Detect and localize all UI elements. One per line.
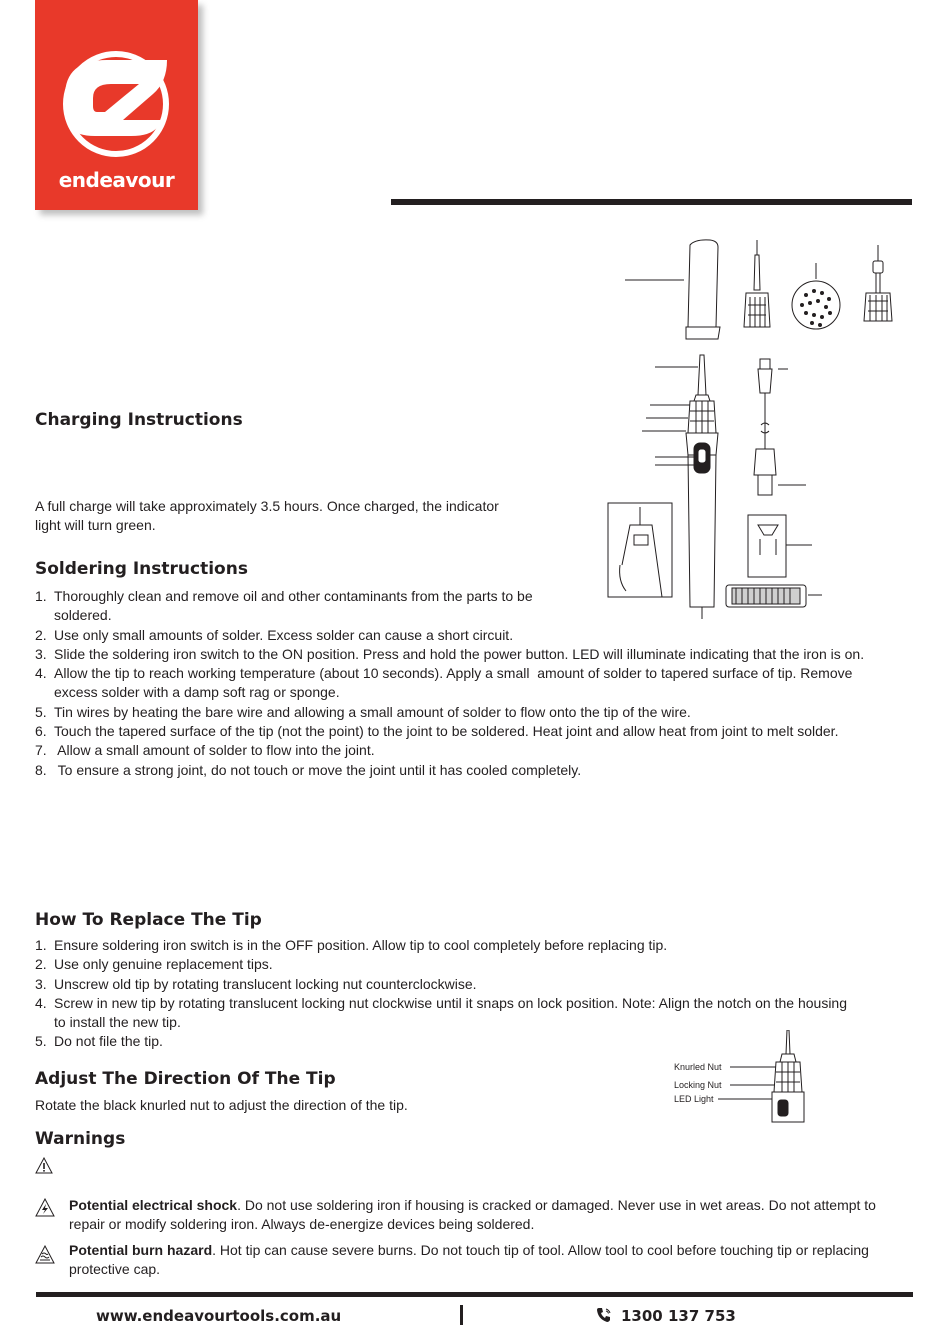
list-item-number: 5. xyxy=(35,1033,47,1050)
warning-title: Potential burn hazard xyxy=(69,1242,213,1258)
replace-tip-heading: How To Replace The Tip xyxy=(35,910,262,930)
list-item-number: 1. xyxy=(35,937,47,953)
list-item-text: Do not file the tip. xyxy=(54,1033,163,1050)
list-item-text: Tin wires by heating the bare wire and allowing a small amount of solder to flow onto the tip of the wire. xyxy=(54,703,691,720)
soldering-heading: Soldering Instructions xyxy=(35,559,248,579)
warnings-heading: Warnings xyxy=(35,1129,126,1149)
list-item xyxy=(35,703,915,722)
warning-title: Potential electrical shock xyxy=(69,1197,238,1213)
charging-text-line: A full charge will take approximately 3.5 hours. Once charged, the indicator xyxy=(35,498,499,514)
list-item xyxy=(35,587,915,626)
list-item-number: 7. xyxy=(35,742,47,759)
product-illustration xyxy=(600,235,920,625)
footer-divider xyxy=(460,1305,463,1325)
list-item-text: soldered. xyxy=(54,607,112,624)
list-item xyxy=(35,626,915,645)
footer-website-link[interactable]: www.endeavourtools.com.au xyxy=(96,1307,342,1325)
list-item-text: Ensure soldering iron switch is in the OFF position. Allow tip to cool completely before replacing tip. xyxy=(54,937,668,953)
list-item-number: 2. xyxy=(35,626,47,643)
list-item xyxy=(35,664,915,703)
phone-icon xyxy=(596,1307,612,1323)
list-item-text: Thoroughly clean and remove oil and other contaminants from the parts to be xyxy=(54,588,533,604)
list-item-text: Unscrew old tip by rotating translucent locking nut counterclockwise. xyxy=(54,975,477,992)
list-item-number: 4. xyxy=(35,994,47,1011)
list-item-text: Allow a small amount of solder to flow into the joint. xyxy=(54,742,375,759)
list-item-number: 1. xyxy=(35,588,47,604)
tip-label-knurled-nut: Knurled Nut xyxy=(674,1062,722,1072)
list-item-number: 8. xyxy=(35,761,47,778)
list-item-number: 5. xyxy=(35,703,47,720)
header-rule xyxy=(391,199,912,205)
tip-diagram xyxy=(670,1030,820,1125)
list-item-number: 4. xyxy=(35,665,47,682)
list-item xyxy=(35,975,915,994)
charging-text xyxy=(35,497,499,535)
list-item xyxy=(35,645,915,664)
list-item-text: Slide the soldering iron switch to the ON position. Press and hold the power button. LED will illuminate indicating that the iron is on. xyxy=(54,645,865,662)
list-item xyxy=(35,722,915,741)
brand-name: endeavour xyxy=(58,168,175,192)
list-item xyxy=(35,741,915,760)
list-item-number: 6. xyxy=(35,723,47,740)
brand-logo xyxy=(35,0,198,210)
footer-phone: 1300 137 753 xyxy=(621,1307,736,1325)
charging-heading: Charging Instructions xyxy=(35,410,243,430)
warning-text: . Do not use soldering iron if housing is cracked or damaged. Never use in wet areas. Do not attempt to xyxy=(237,1197,876,1213)
footer-rule xyxy=(36,1292,913,1297)
list-item-text: To ensure a strong joint, do not touch or move the joint until it has cooled completely. xyxy=(54,761,582,778)
list-item-text: excess solder with a damp soft rag or sponge. xyxy=(54,684,340,701)
endeavour-logo-mark xyxy=(35,0,198,170)
warning-electrical-shock xyxy=(69,1196,919,1234)
list-item-text: Use only genuine replacement tips. xyxy=(54,956,273,973)
list-item-text: to install the new tip. xyxy=(54,1014,181,1031)
tip-label-led-light: LED Light xyxy=(674,1094,714,1104)
warning-text: repair or modify soldering iron. Always de-energize devices being soldered. xyxy=(69,1216,535,1232)
charging-text-line: light will turn green. xyxy=(35,517,156,533)
soldering-list xyxy=(35,587,915,780)
list-item-text: Touch the tapered surface of the tip (not the point) to the joint to be soldered. Heat joint and allow heat from joint to melt solder. xyxy=(54,723,839,740)
list-item-text: Use only small amounts of solder. Excess solder can cause a short circuit. xyxy=(54,626,514,643)
burn-hazard-icon xyxy=(35,1245,55,1264)
list-item-text: Allow the tip to reach working temperature (about 10 seconds). Apply a small amount of solder to tapered surface of tip. Remove xyxy=(54,665,853,682)
list-item xyxy=(35,761,915,780)
warning-text: . Hot tip can cause severe burns. Do not touch tip of tool. Allow tool to cool before touching tip or replacing xyxy=(212,1242,869,1258)
list-item xyxy=(35,936,915,955)
list-item-text: Screw in new tip by rotating translucent locking nut clockwise until it snaps on lock position. Note: Align the notch on the housing xyxy=(54,994,848,1011)
adjust-heading: Adjust The Direction Of The Tip xyxy=(35,1069,336,1089)
adjust-text: Rotate the black knurled nut to adjust the direction of the tip. xyxy=(35,1097,408,1113)
list-item xyxy=(35,994,915,1033)
tip-label-locking-nut: Locking Nut xyxy=(674,1080,722,1090)
list-item-number: 3. xyxy=(35,645,47,662)
electrical-shock-icon xyxy=(35,1198,55,1217)
warning-text: protective cap. xyxy=(69,1261,161,1277)
list-item xyxy=(35,955,915,974)
warning-triangle-icon xyxy=(35,1157,53,1174)
warning-burn-hazard xyxy=(69,1241,919,1279)
list-item-number: 3. xyxy=(35,975,47,992)
list-item-number: 2. xyxy=(35,956,47,973)
